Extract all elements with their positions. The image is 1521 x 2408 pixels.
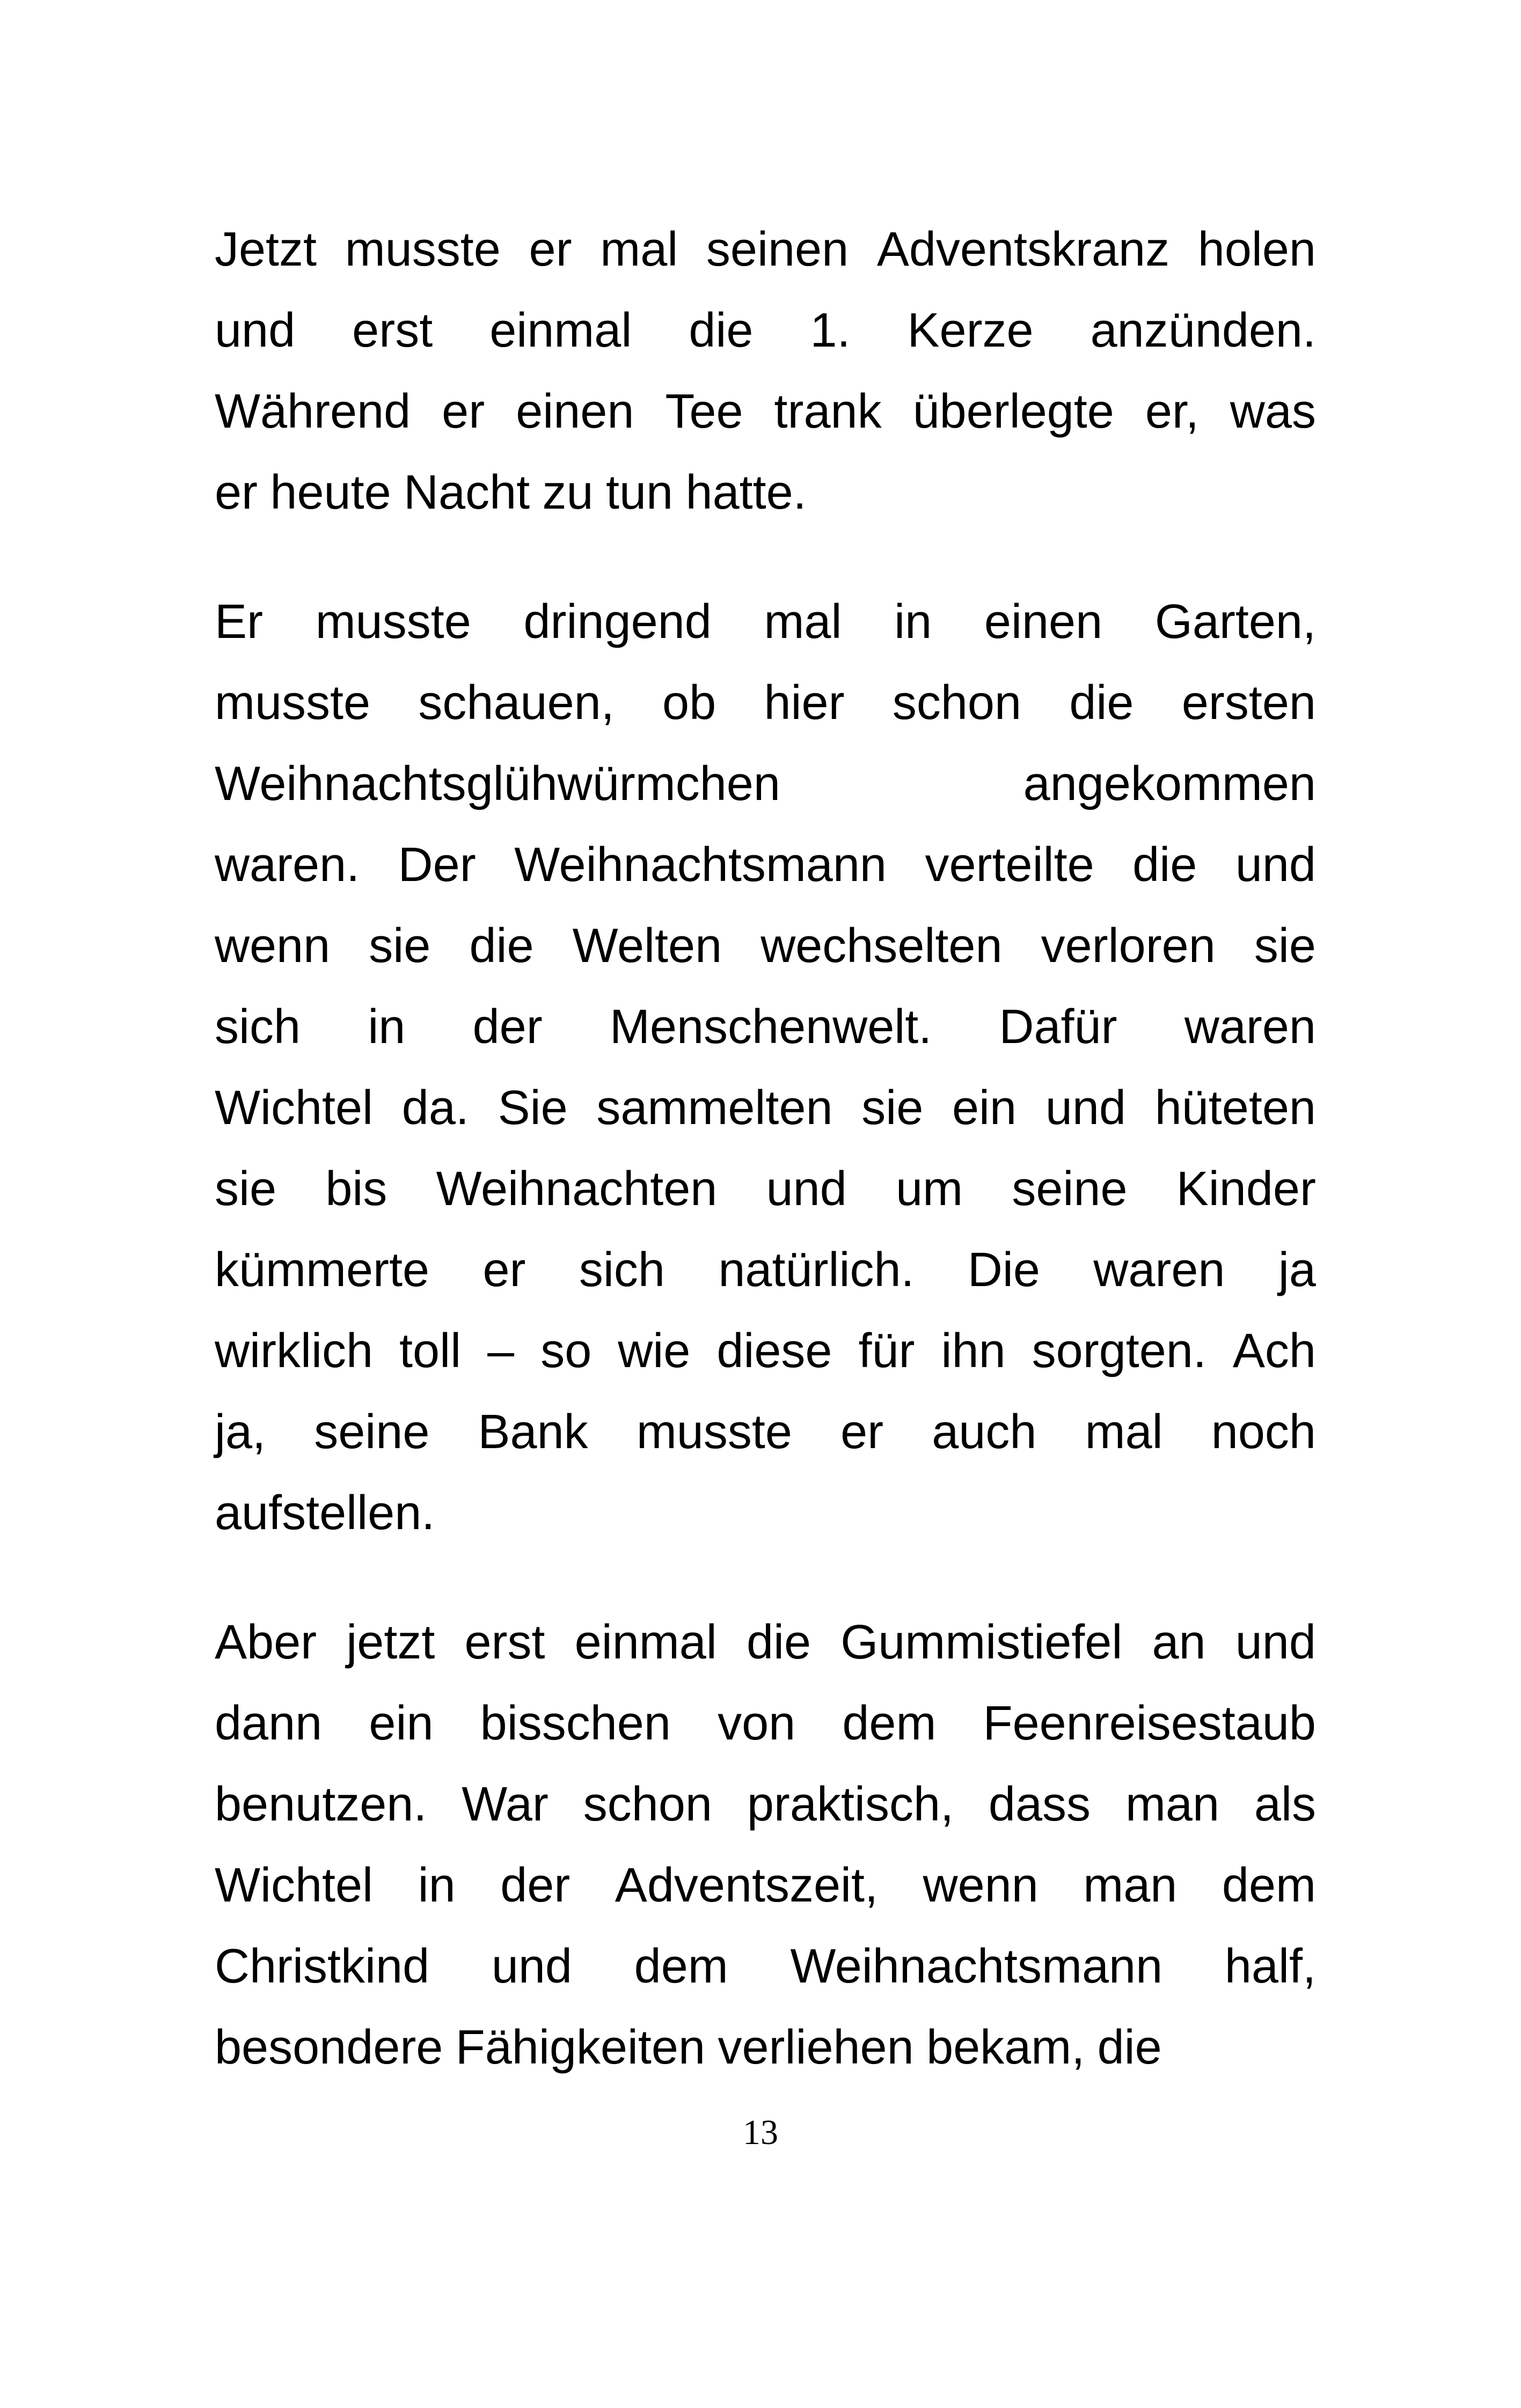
- word: die: [469, 919, 534, 973]
- word: seinen: [706, 223, 849, 276]
- word: benutzen.: [215, 1778, 427, 1831]
- word: sich: [215, 1000, 301, 1054]
- paragraph: [215, 209, 1316, 533]
- text-line: [215, 452, 1316, 533]
- word: der: [500, 1859, 571, 1912]
- word: kümmerte: [215, 1243, 430, 1297]
- word: Der: [398, 838, 476, 892]
- word: Garten,: [1154, 595, 1316, 649]
- word: und: [1235, 1616, 1316, 1669]
- word: hier: [764, 676, 845, 730]
- word: waren.: [215, 838, 360, 892]
- word: schon: [583, 1778, 712, 1831]
- word: an: [1152, 1616, 1206, 1669]
- word: bisschen: [480, 1697, 671, 1750]
- word: in: [894, 595, 932, 649]
- word: Nacht: [404, 466, 530, 519]
- word: Sie: [498, 1081, 568, 1135]
- word: musste: [636, 1405, 792, 1459]
- word: die: [746, 1616, 811, 1669]
- text-line: [215, 1311, 1316, 1392]
- text-line: [215, 1926, 1316, 2007]
- word: von: [718, 1697, 796, 1750]
- word: dem: [634, 1940, 728, 1993]
- text-line: [215, 825, 1316, 906]
- word: er: [840, 1405, 884, 1459]
- word: verliehen: [718, 2021, 914, 2074]
- word: um: [896, 1162, 963, 1216]
- word: wenn: [923, 1859, 1039, 1912]
- word: Jetzt: [215, 223, 317, 276]
- word: Ach: [1232, 1324, 1316, 1378]
- word: was: [1230, 385, 1316, 438]
- word: anzünden.: [1090, 304, 1316, 357]
- text-line: [215, 1602, 1316, 1683]
- word: die: [1132, 838, 1197, 892]
- text-line: [215, 906, 1316, 987]
- word: man: [1125, 1778, 1220, 1831]
- word: Feenreisestaub: [983, 1697, 1316, 1750]
- word: Welten: [572, 919, 722, 973]
- word: heute: [270, 466, 391, 519]
- text-line: [215, 1230, 1316, 1311]
- word: musste: [215, 676, 371, 730]
- text-line: [215, 1683, 1316, 1764]
- word: sie: [861, 1081, 924, 1135]
- word: einmal: [574, 1616, 717, 1669]
- word: wie: [618, 1324, 691, 1378]
- page-number: 13: [743, 2113, 778, 2152]
- word: und: [766, 1162, 847, 1216]
- word: schon: [892, 676, 1022, 730]
- word: Kinder: [1176, 1162, 1316, 1216]
- word: als: [1254, 1778, 1316, 1831]
- word: sich: [579, 1243, 665, 1297]
- word: mal: [1085, 1405, 1163, 1459]
- word: er,: [1145, 385, 1199, 438]
- word: Christkind: [215, 1940, 430, 1993]
- text-line: [215, 1845, 1316, 1926]
- word: toll: [399, 1324, 462, 1378]
- word: waren: [1184, 1000, 1316, 1054]
- word: sie: [369, 919, 431, 973]
- word: besondere: [215, 2021, 443, 2074]
- word: verloren: [1041, 919, 1216, 973]
- word: dass: [988, 1778, 1091, 1831]
- word: und: [491, 1940, 572, 1993]
- text-line: [215, 663, 1316, 744]
- word: ob: [662, 676, 716, 730]
- word: in: [418, 1859, 456, 1912]
- word: Weihnachtsglühwürmchen: [215, 757, 780, 811]
- text-line: [215, 987, 1316, 1068]
- word: aufstellen.: [215, 1486, 435, 1540]
- word: Tee: [665, 385, 743, 438]
- word: noch: [1211, 1405, 1316, 1459]
- word: trank: [774, 385, 882, 438]
- word: ein: [369, 1697, 434, 1750]
- word: er: [529, 223, 572, 276]
- word: hatte.: [685, 466, 807, 519]
- word: diese: [716, 1324, 832, 1378]
- text-line: [215, 1149, 1316, 1230]
- word: die: [1097, 2021, 1162, 2074]
- word: einen: [984, 595, 1103, 649]
- text-line: [215, 1764, 1316, 1845]
- word: dringend: [523, 595, 712, 649]
- word: Aber: [215, 1616, 317, 1669]
- word: bis: [325, 1162, 387, 1216]
- word: so: [540, 1324, 592, 1378]
- word: musste: [315, 595, 471, 649]
- word: erst: [464, 1616, 545, 1669]
- word: seine: [1012, 1162, 1128, 1216]
- word: holen: [1197, 223, 1316, 276]
- word: wechselten: [760, 919, 1003, 973]
- word: man: [1083, 1859, 1178, 1912]
- text-line: [215, 371, 1316, 452]
- word: dann: [215, 1697, 323, 1750]
- word: und: [1045, 1081, 1126, 1135]
- word: bekam,: [926, 2021, 1085, 2074]
- word: praktisch,: [747, 1778, 954, 1831]
- word: einen: [516, 385, 634, 438]
- word: Wichtel: [215, 1859, 374, 1912]
- word: Adventskranz: [876, 223, 1170, 276]
- word: tun: [606, 466, 674, 519]
- word: angekommen: [1023, 757, 1316, 811]
- word: wenn: [215, 919, 331, 973]
- word: ja,: [215, 1405, 266, 1459]
- word: in: [368, 1000, 406, 1054]
- word: dem: [842, 1697, 937, 1750]
- word: da.: [401, 1081, 469, 1135]
- text-line: [215, 1068, 1316, 1149]
- word: zu: [542, 466, 594, 519]
- word: –: [487, 1324, 515, 1378]
- word: sie: [215, 1162, 277, 1216]
- word: musste: [345, 223, 501, 276]
- word: Weihnachten: [436, 1162, 718, 1216]
- word: der: [472, 1000, 543, 1054]
- word: sorgten.: [1032, 1324, 1206, 1378]
- paragraph: [215, 1602, 1316, 2088]
- word: Weihnachtsmann: [790, 1940, 1163, 1993]
- word: verteilte: [925, 838, 1094, 892]
- word: auch: [932, 1405, 1037, 1459]
- word: Menschenwelt.: [609, 1000, 932, 1054]
- word: Während: [215, 385, 411, 438]
- word: seine: [314, 1405, 430, 1459]
- text-line: [215, 2007, 1316, 2088]
- word: überlegte: [912, 385, 1114, 438]
- word: sammelten: [596, 1081, 833, 1135]
- word: jetzt: [346, 1616, 435, 1669]
- word: ja: [1278, 1243, 1316, 1297]
- word: er: [215, 466, 258, 519]
- word: und: [1235, 838, 1316, 892]
- paragraph: [215, 582, 1316, 1554]
- text-line: [215, 1473, 1316, 1554]
- word: Wichtel: [215, 1081, 374, 1135]
- word: Bank: [478, 1405, 588, 1459]
- word: die: [689, 304, 754, 357]
- word: sie: [1254, 919, 1316, 973]
- word: War: [462, 1778, 549, 1831]
- word: Weihnachtsmann: [514, 838, 887, 892]
- text-line: [215, 582, 1316, 663]
- word: wirklich: [215, 1324, 374, 1378]
- word: Die: [967, 1243, 1040, 1297]
- word: mal: [600, 223, 678, 276]
- word: schauen,: [418, 676, 615, 730]
- word: waren: [1093, 1243, 1225, 1297]
- word: Dafür: [999, 1000, 1117, 1054]
- word: ihn: [941, 1324, 1006, 1378]
- word: erst: [352, 304, 433, 357]
- word: er: [482, 1243, 526, 1297]
- word: hüteten: [1154, 1081, 1316, 1135]
- text-line: [215, 744, 1316, 825]
- word: Er: [215, 595, 263, 649]
- word: half,: [1224, 1940, 1316, 1993]
- word: Kerze: [907, 304, 1034, 357]
- word: Adventszeit,: [615, 1859, 879, 1912]
- word: er: [442, 385, 485, 438]
- word: für: [858, 1324, 915, 1378]
- text-line: [215, 1392, 1316, 1473]
- word: dem: [1222, 1859, 1316, 1912]
- word: Fähigkeiten: [455, 2021, 706, 2074]
- word: ein: [952, 1081, 1017, 1135]
- word: Gummistiefel: [840, 1616, 1123, 1669]
- word: und: [215, 304, 296, 357]
- word: ersten: [1181, 676, 1316, 730]
- body-text: [215, 209, 1316, 2137]
- word: die: [1069, 676, 1134, 730]
- text-line: [215, 209, 1316, 290]
- word: 1.: [810, 304, 851, 357]
- word: natürlich.: [718, 1243, 915, 1297]
- word: einmal: [489, 304, 632, 357]
- text-line: [215, 290, 1316, 371]
- word: mal: [764, 595, 842, 649]
